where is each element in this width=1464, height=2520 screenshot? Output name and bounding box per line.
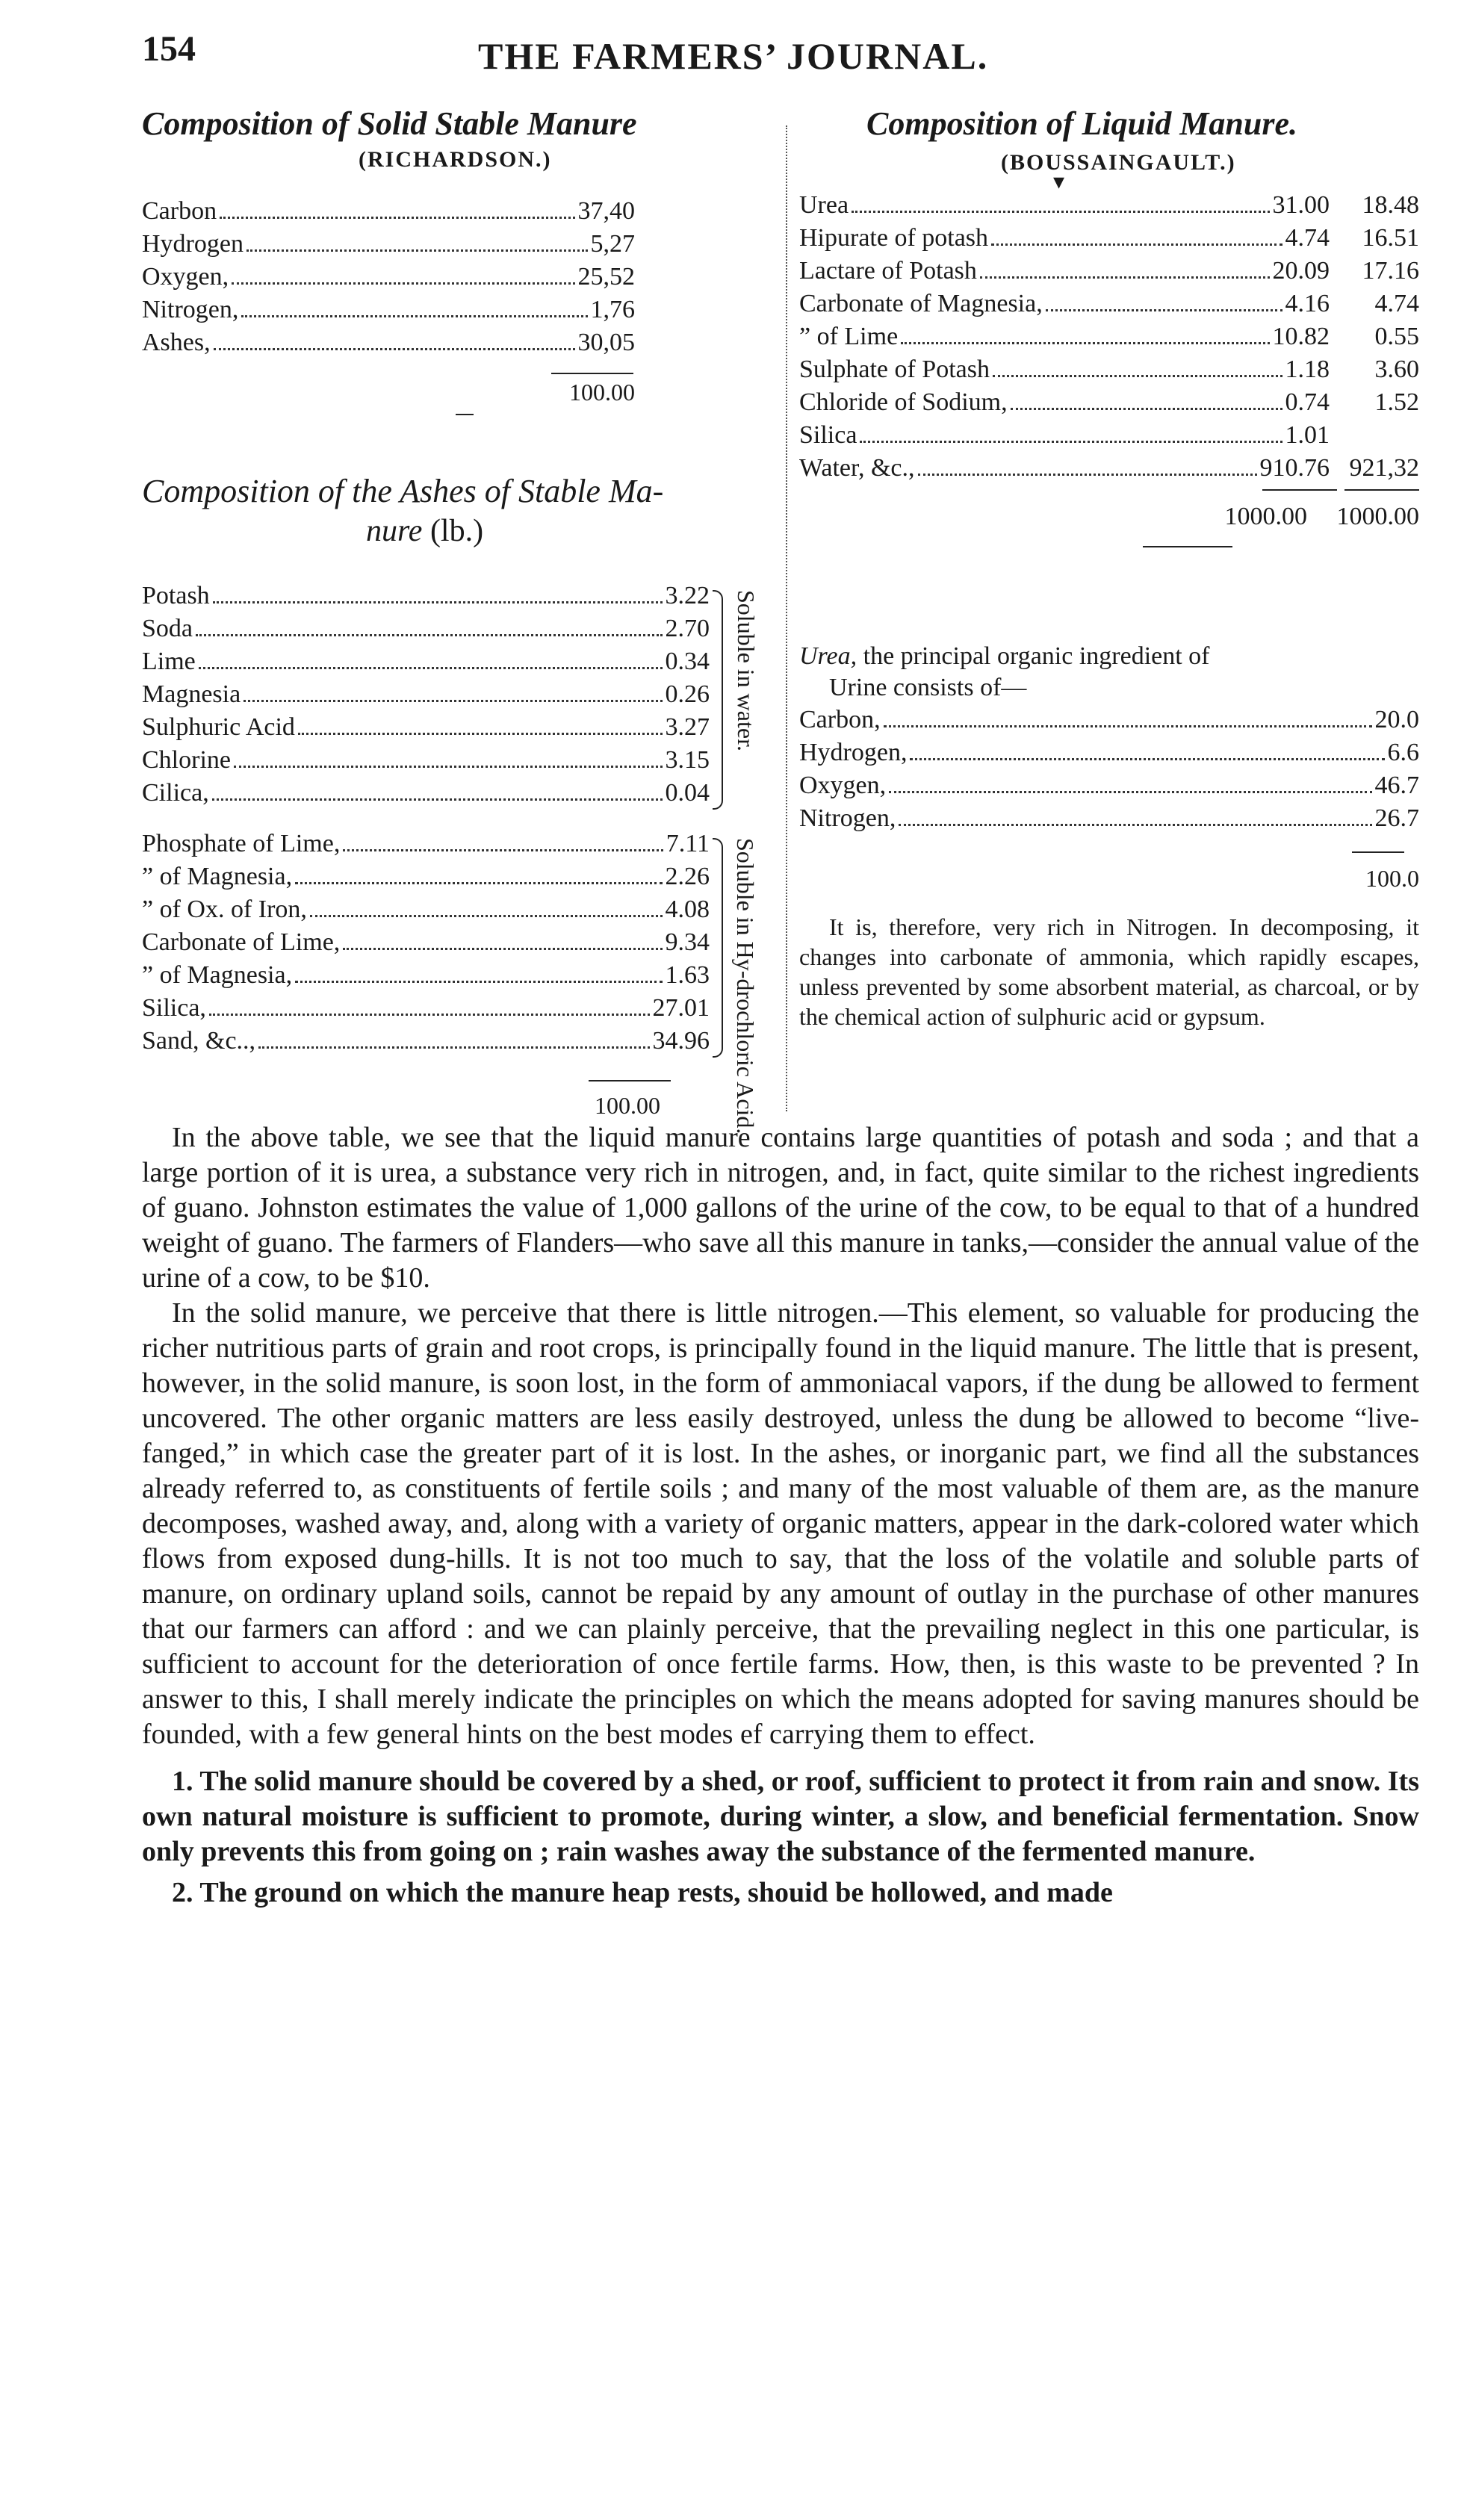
table-row xyxy=(142,294,635,326)
row-label: Lactare of Potash xyxy=(799,257,977,285)
ashes-unit: (lb.) xyxy=(429,514,484,548)
dot-leader xyxy=(310,915,663,917)
row-value: 0.26 xyxy=(665,680,710,708)
urea-total: 100.0 xyxy=(1365,865,1419,892)
row-value: 1.63 xyxy=(665,961,710,989)
row-label: Silica, xyxy=(142,994,206,1022)
brace-water xyxy=(713,590,723,810)
liquid-total-2: 1000.00 xyxy=(1336,503,1419,530)
paragraph-1: In the above table, we see that the liquid manure contains large quantities of potash and soda ; and that a large portion of it is urea, a substance very rich in nitrogen, and, in fact, quite similar to the richest ingredients of guano. Johnston estimates the value of 1,000 gallons of the urine of the cow, to be equal to that of a hundred weight of guano. The farmers of Flanders—who save all this manure in tanks,—consider the annual value of the urine of a cow, to be $10. xyxy=(142,1122,1419,1294)
table-row xyxy=(799,736,1419,769)
paragraph-3: 1. The solid manure should be covered by a shed, or roof, sufficient to protect it from rain and snow. Its own natural moisture is sufficient to promote, during winter, a slow, and beneficial fermentation. Snow only prevents this from going on ; rain washes away the substance of the fermented manure. xyxy=(142,1766,1419,1867)
row-value: 3.22 xyxy=(665,582,710,609)
table-row xyxy=(142,959,710,992)
row-value: 4.74 xyxy=(1374,290,1419,317)
row-value: 26.7 xyxy=(1374,804,1419,832)
table-row xyxy=(142,893,710,926)
liquid-manure-table xyxy=(799,189,1419,485)
row-label: Carbon xyxy=(142,197,217,225)
row-label: Potash xyxy=(142,582,210,609)
dot-leader xyxy=(852,211,1269,213)
dot-leader xyxy=(884,725,1372,727)
table-row xyxy=(799,353,1419,386)
row-label: Hipurate of potash xyxy=(799,224,989,252)
dot-leader xyxy=(196,634,663,636)
dot-leader xyxy=(918,474,1257,476)
table-row xyxy=(799,189,1419,222)
dot-leader xyxy=(298,733,663,735)
row-label: Nitrogen, xyxy=(799,804,896,832)
dot-leader xyxy=(244,700,662,702)
table-row xyxy=(799,255,1419,288)
solid-manure-title: Composition of Solid Stable Manure xyxy=(142,105,637,142)
ashes-section xyxy=(142,472,799,549)
table-row xyxy=(142,926,710,959)
dot-leader xyxy=(220,217,574,219)
row-label: Silica xyxy=(799,421,857,449)
row-value: 0.04 xyxy=(665,779,710,807)
table-row xyxy=(142,777,710,810)
row-label: Carbon, xyxy=(799,706,881,733)
page-title: THE FARMERS’ JOURNAL. xyxy=(478,35,989,77)
dot-leader xyxy=(343,849,663,851)
column-divider xyxy=(786,125,787,1111)
ashes-group-soluble-acid xyxy=(142,828,710,1058)
urea-section xyxy=(799,641,1419,1031)
row-label: Urea xyxy=(799,191,849,219)
dot-leader xyxy=(199,667,663,669)
table-row xyxy=(142,711,710,744)
row-label: ” of Lime xyxy=(799,323,899,350)
row-label: Sand, &c.., xyxy=(142,1027,256,1055)
row-label: Carbonate of Magnesia, xyxy=(799,290,1043,317)
row-label: Oxygen, xyxy=(799,772,887,799)
row-label: Oxygen, xyxy=(142,263,229,291)
row-value: 921,32 xyxy=(1349,454,1419,482)
row-value: 20.0 xyxy=(1374,706,1419,733)
row-label: Sulphuric Acid xyxy=(142,713,295,741)
dot-leader xyxy=(910,758,1384,760)
table-row xyxy=(799,704,1419,736)
dot-leader xyxy=(993,375,1282,377)
table-row xyxy=(142,645,710,678)
row-label: Chloride of Sodium, xyxy=(799,388,1008,416)
row-label: Water, &c., xyxy=(799,454,915,482)
dot-leader xyxy=(212,798,663,801)
row-value: 0.55 xyxy=(1374,323,1419,350)
liquid-manure-title: Composition of Liquid Manure. xyxy=(866,105,1298,142)
dot-leader xyxy=(889,791,1371,793)
table-row xyxy=(799,222,1419,255)
table-row xyxy=(799,769,1419,802)
row-value: 1,76 xyxy=(590,296,635,323)
ashes-total: 100.00 xyxy=(595,1092,660,1119)
table-row xyxy=(142,1025,710,1058)
row-value: 3.60 xyxy=(1374,356,1419,383)
dot-leader xyxy=(860,441,1282,443)
solid-manure-section xyxy=(142,105,784,415)
row-label: Phosphate of Lime, xyxy=(142,830,341,857)
paragraph-4: 2. The ground on which the manure heap rests, shouid be hollowed, and made xyxy=(172,1877,1113,1908)
row-label: Carbonate of Lime, xyxy=(142,928,341,956)
row-label: Nitrogen, xyxy=(142,296,239,323)
liquid-total-1: 1000.00 xyxy=(1224,503,1307,530)
urea-intro-line2: Urine consists of— xyxy=(829,674,1027,701)
dot-leader xyxy=(1011,408,1282,410)
solid-manure-total: 100.00 xyxy=(569,379,635,406)
row-label: Hydrogen xyxy=(142,230,244,258)
row-value: 4.74 xyxy=(1285,224,1330,252)
tick-mark: ▾ xyxy=(1053,170,1065,194)
dot-leader xyxy=(991,243,1282,246)
row-label: ” of Magnesia, xyxy=(142,863,293,890)
row-label: Chlorine xyxy=(142,746,231,774)
dot-leader xyxy=(241,315,587,317)
row-value: 2.70 xyxy=(665,615,710,642)
urea-total-rule xyxy=(1352,851,1404,853)
table-row xyxy=(142,744,710,777)
row-value: 37,40 xyxy=(577,197,635,225)
urea-intro-rest: the principal organic ingredient of xyxy=(863,642,1210,670)
table-row xyxy=(142,261,635,294)
row-value: 1.52 xyxy=(1374,388,1419,416)
dot-leader xyxy=(214,348,575,350)
urea-intro-word: Urea, xyxy=(799,642,857,670)
liquid-rule-1 xyxy=(1262,489,1337,491)
row-value: 5,27 xyxy=(590,230,635,258)
row-label: Cilica, xyxy=(142,779,209,807)
row-value: 34.96 xyxy=(652,1027,710,1055)
dot-leader xyxy=(343,948,662,950)
row-value: 910.76 xyxy=(1259,454,1330,482)
row-value: 4.16 xyxy=(1285,290,1330,317)
ashes-total-rule xyxy=(589,1080,671,1081)
row-value: 9.34 xyxy=(665,928,710,956)
row-value: 3.27 xyxy=(665,713,710,741)
note-soluble-acid: Soluble in Hy-drochloric Acid. xyxy=(732,838,759,1135)
row-label: Hydrogen, xyxy=(799,739,908,766)
row-label: ” of Magnesia, xyxy=(142,961,293,989)
dot-leader xyxy=(213,601,663,603)
table-row xyxy=(799,386,1419,419)
table-row xyxy=(799,320,1419,353)
table-row xyxy=(142,828,710,860)
table-row xyxy=(142,678,710,711)
table-row xyxy=(142,992,710,1025)
table-row xyxy=(799,802,1419,835)
ashes-group-soluble-water xyxy=(142,580,710,810)
row-value: 31.00 xyxy=(1272,191,1330,219)
liquid-rule-2 xyxy=(1344,489,1419,491)
solid-manure-table xyxy=(142,195,635,359)
row-value: 4.08 xyxy=(665,896,710,923)
dot-leader xyxy=(232,282,574,285)
urea-table xyxy=(799,704,1419,835)
row-label: Sulphate of Potash xyxy=(799,356,990,383)
table-row xyxy=(142,228,635,261)
row-value: 3.15 xyxy=(665,746,710,774)
table-row xyxy=(799,419,1419,452)
solid-manure-source: (RICHARDSON.) xyxy=(359,147,552,172)
row-label: ” of Ox. of Iron, xyxy=(142,896,307,923)
dot-leader xyxy=(1046,309,1282,311)
page-number: 154 xyxy=(142,29,196,69)
row-value: 17.16 xyxy=(1362,257,1419,285)
row-value: 46.7 xyxy=(1374,772,1419,799)
ashes-title-line1: Composition of the Ashes of Stable Ma- xyxy=(142,473,664,509)
ashes-title-line2: nure xyxy=(366,514,423,548)
liquid-manure-source: (BOUSSAINGAULT.) xyxy=(1001,150,1236,175)
row-value: 2.26 xyxy=(665,863,710,890)
row-value: 10.82 xyxy=(1272,323,1330,350)
liquid-manure-section xyxy=(799,105,1419,547)
dot-leader xyxy=(258,1046,649,1049)
table-row xyxy=(142,195,635,228)
dot-leader xyxy=(209,1014,650,1016)
row-value: 7.11 xyxy=(666,830,710,857)
table-row xyxy=(142,326,635,359)
row-value: 1.01 xyxy=(1285,421,1330,449)
row-value: 25,52 xyxy=(577,263,635,291)
row-value: 27.01 xyxy=(652,994,710,1022)
row-label: Ashes, xyxy=(142,329,211,356)
short-rule-right xyxy=(1143,546,1232,547)
table-row xyxy=(142,860,710,893)
dot-leader xyxy=(901,342,1269,344)
dot-leader xyxy=(234,766,663,768)
note-soluble-water: Soluble in water. xyxy=(733,590,760,751)
total-rule xyxy=(551,373,633,374)
row-value: 0.74 xyxy=(1285,388,1330,416)
row-value: 1.18 xyxy=(1285,356,1330,383)
short-rule xyxy=(456,414,474,415)
body-text xyxy=(142,1120,1419,1911)
dot-leader xyxy=(980,276,1270,279)
row-label: Magnesia xyxy=(142,680,241,708)
table-row xyxy=(142,580,710,612)
table-row xyxy=(799,452,1419,485)
row-value: 0.34 xyxy=(665,648,710,675)
row-value: 30,05 xyxy=(577,329,635,356)
row-label: Soda xyxy=(142,615,193,642)
dot-leader xyxy=(246,249,588,252)
table-row xyxy=(799,288,1419,320)
table-row xyxy=(142,612,710,645)
paragraph-2: In the solid manure, we perceive that there is little nitrogen.—This element, so valuable for producing the richer nutritious parts of grain and root crops, is principally found in the liquid manure. The little that is present, however, in the solid manure, is soon lost, in the form of ammoniacal vapors, if the dung be allowed to ferment uncovered. The other organic matters are less easily destroyed, unless the dung be allowed to become “live-fanged,” in which case the greater part of it is lost. In the ashes, or inorganic part, we find all the substances already referred to, as constituents of fertile soils ; and many of the most valuable of them are, as the manure decomposes, washed away, and, along with a variety of organic matters, appear in the dark-colored water which flows from exposed dung-hills. It is not too much to say, that the loss of the volatile and soluble parts of manure, on ordinary upland soils, cannot be repaid by any amount of outlay in the purchase of other manures that our farmers can afford : and we can plainly perceive, that the prevailing neglect in this one particular, is sufficient to account for the deterioration of once fertile farms. How, then, is this waste to be prevented ? In answer to this, I shall merely indicate the principles on which the means adopted for saving manures should be founded, with a few general hints on the best modes ef carrying them to effect. xyxy=(142,1297,1419,1750)
brace-acid xyxy=(713,838,723,1058)
dot-leader xyxy=(295,882,662,884)
row-value: 16.51 xyxy=(1362,224,1419,252)
dot-leader xyxy=(899,824,1371,826)
urea-note: It is, therefore, very rich in Nitrogen. In decomposing, it changes into carbonate of ammonia, which rapidly escapes, unless prevented by some absorbent material, as charcoal, or by the chemical action of sulphuric acid or gypsum. xyxy=(799,913,1419,1030)
row-value: 20.09 xyxy=(1272,257,1330,285)
dot-leader xyxy=(295,981,662,983)
row-label: Lime xyxy=(142,648,196,675)
row-value: 6.6 xyxy=(1387,739,1419,766)
row-value: 18.48 xyxy=(1362,191,1419,219)
